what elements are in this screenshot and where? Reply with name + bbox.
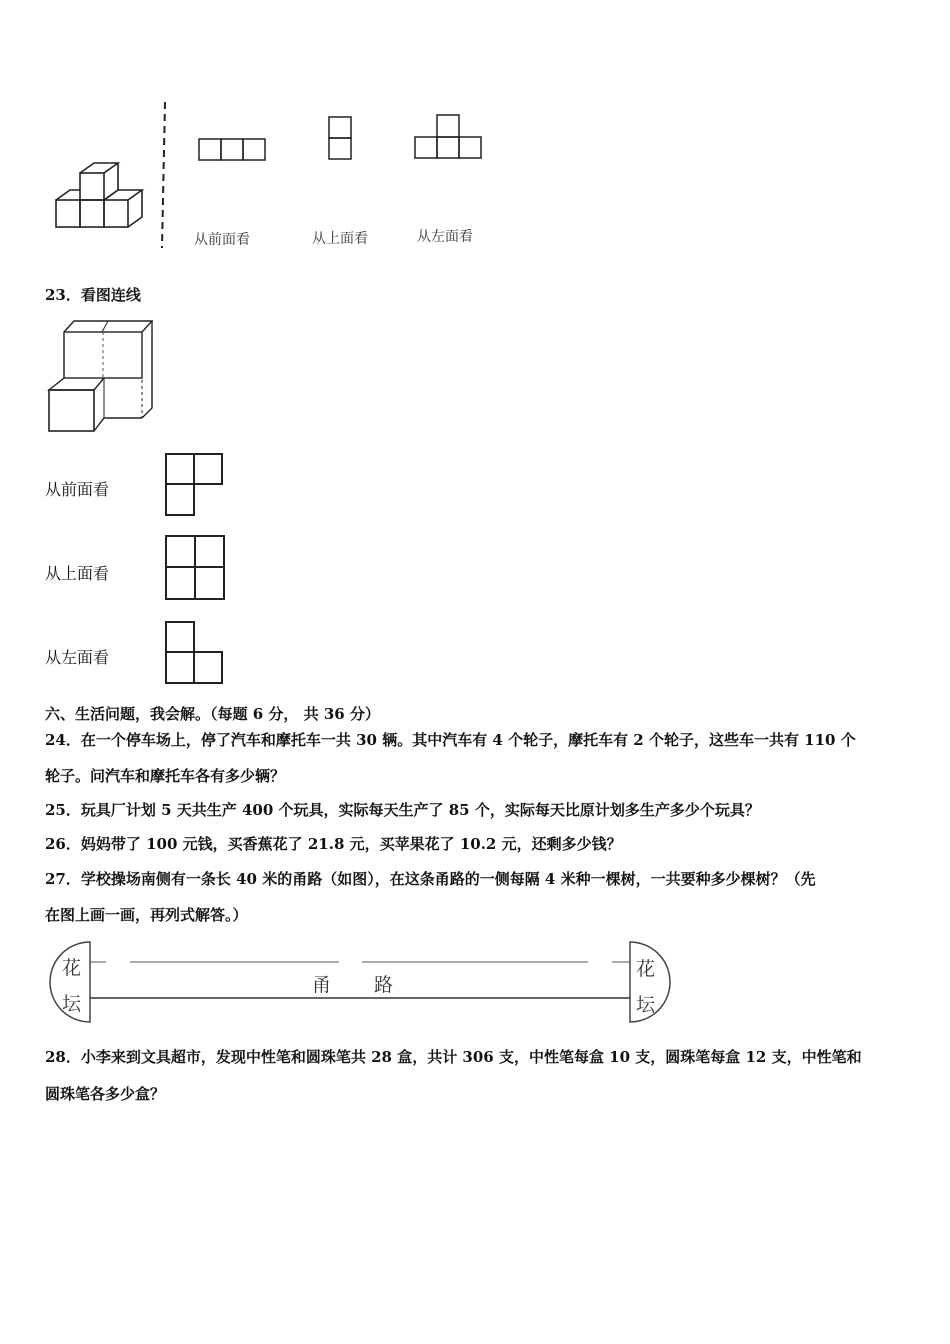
- cube-stack-figure: [50, 155, 150, 235]
- road-diagram: [46, 938, 676, 1030]
- right-flower-bed-bottom: 坛: [636, 994, 656, 1016]
- q24-line1: 24．在一个停车场上，停了汽车和摩托车一共 30 辆。其中汽车有 4 个轮子，摩托车有 2 个轮子，这些车一共有 110 个: [45, 731, 856, 749]
- left-view-figure: [414, 114, 484, 160]
- section6-heading: 六、生活问题，我会解。（每题 6 分， 共 36 分）: [45, 705, 380, 723]
- left-view-label: 从左面看: [417, 229, 473, 245]
- q25-line1: 25．玩具厂计划 5 天共生产 400 个玩具，实际每天生产了 85 个，实际每天比原计划多生产多少个玩具？: [45, 801, 760, 819]
- q27-line2: 在图上画一画，再列式解答。）: [45, 906, 248, 924]
- left-flower-bed-top: 花: [62, 957, 82, 979]
- q27-line1: 27．学校操场南侧有一条长 40 米的甬路（如图），在这条甬路的一侧每隔 4 米种一棵树，一共要种多少棵树？（先: [45, 870, 816, 888]
- q23-view-front-figure: [164, 452, 226, 518]
- left-flower-bed-bottom: 坛: [62, 993, 82, 1015]
- road-label-char2: 路: [374, 974, 394, 996]
- q23-view-left-label: 从左面看: [45, 648, 110, 667]
- l-block-figure: [44, 318, 159, 436]
- q23-view-top-figure: [164, 534, 228, 602]
- q28-line1: 28．小李来到文具超市，发现中性笔和圆珠笔共 28 盒，共计 306 支，中性笔每盒 10 支，圆珠笔每盒 12 支，中性笔和: [45, 1048, 862, 1066]
- road-label-char1: 甬: [312, 974, 332, 996]
- front-view-label: 从前面看: [194, 232, 250, 248]
- q26-line1: 26．妈妈带了 100 元钱，买香蕉花了 21.8 元，买苹果花了 10.2 元，还剩多少钱？: [45, 835, 622, 853]
- q24-line2: 轮子。问汽车和摩托车各有多少辆？: [45, 767, 286, 785]
- q23-view-left-figure: [164, 620, 226, 686]
- q23-view-top-label: 从上面看: [45, 564, 110, 583]
- q23-title: 23．看图连线: [45, 286, 141, 304]
- top-view-label: 从上面看: [312, 231, 368, 247]
- q23-view-front-label: 从前面看: [45, 480, 110, 499]
- dashed-divider: [160, 100, 170, 250]
- top-view-figure: [328, 116, 354, 162]
- q28-line2: 圆珠笔各多少盒？: [45, 1085, 166, 1103]
- front-view-figure: [198, 138, 268, 162]
- right-flower-bed-top: 花: [636, 958, 656, 980]
